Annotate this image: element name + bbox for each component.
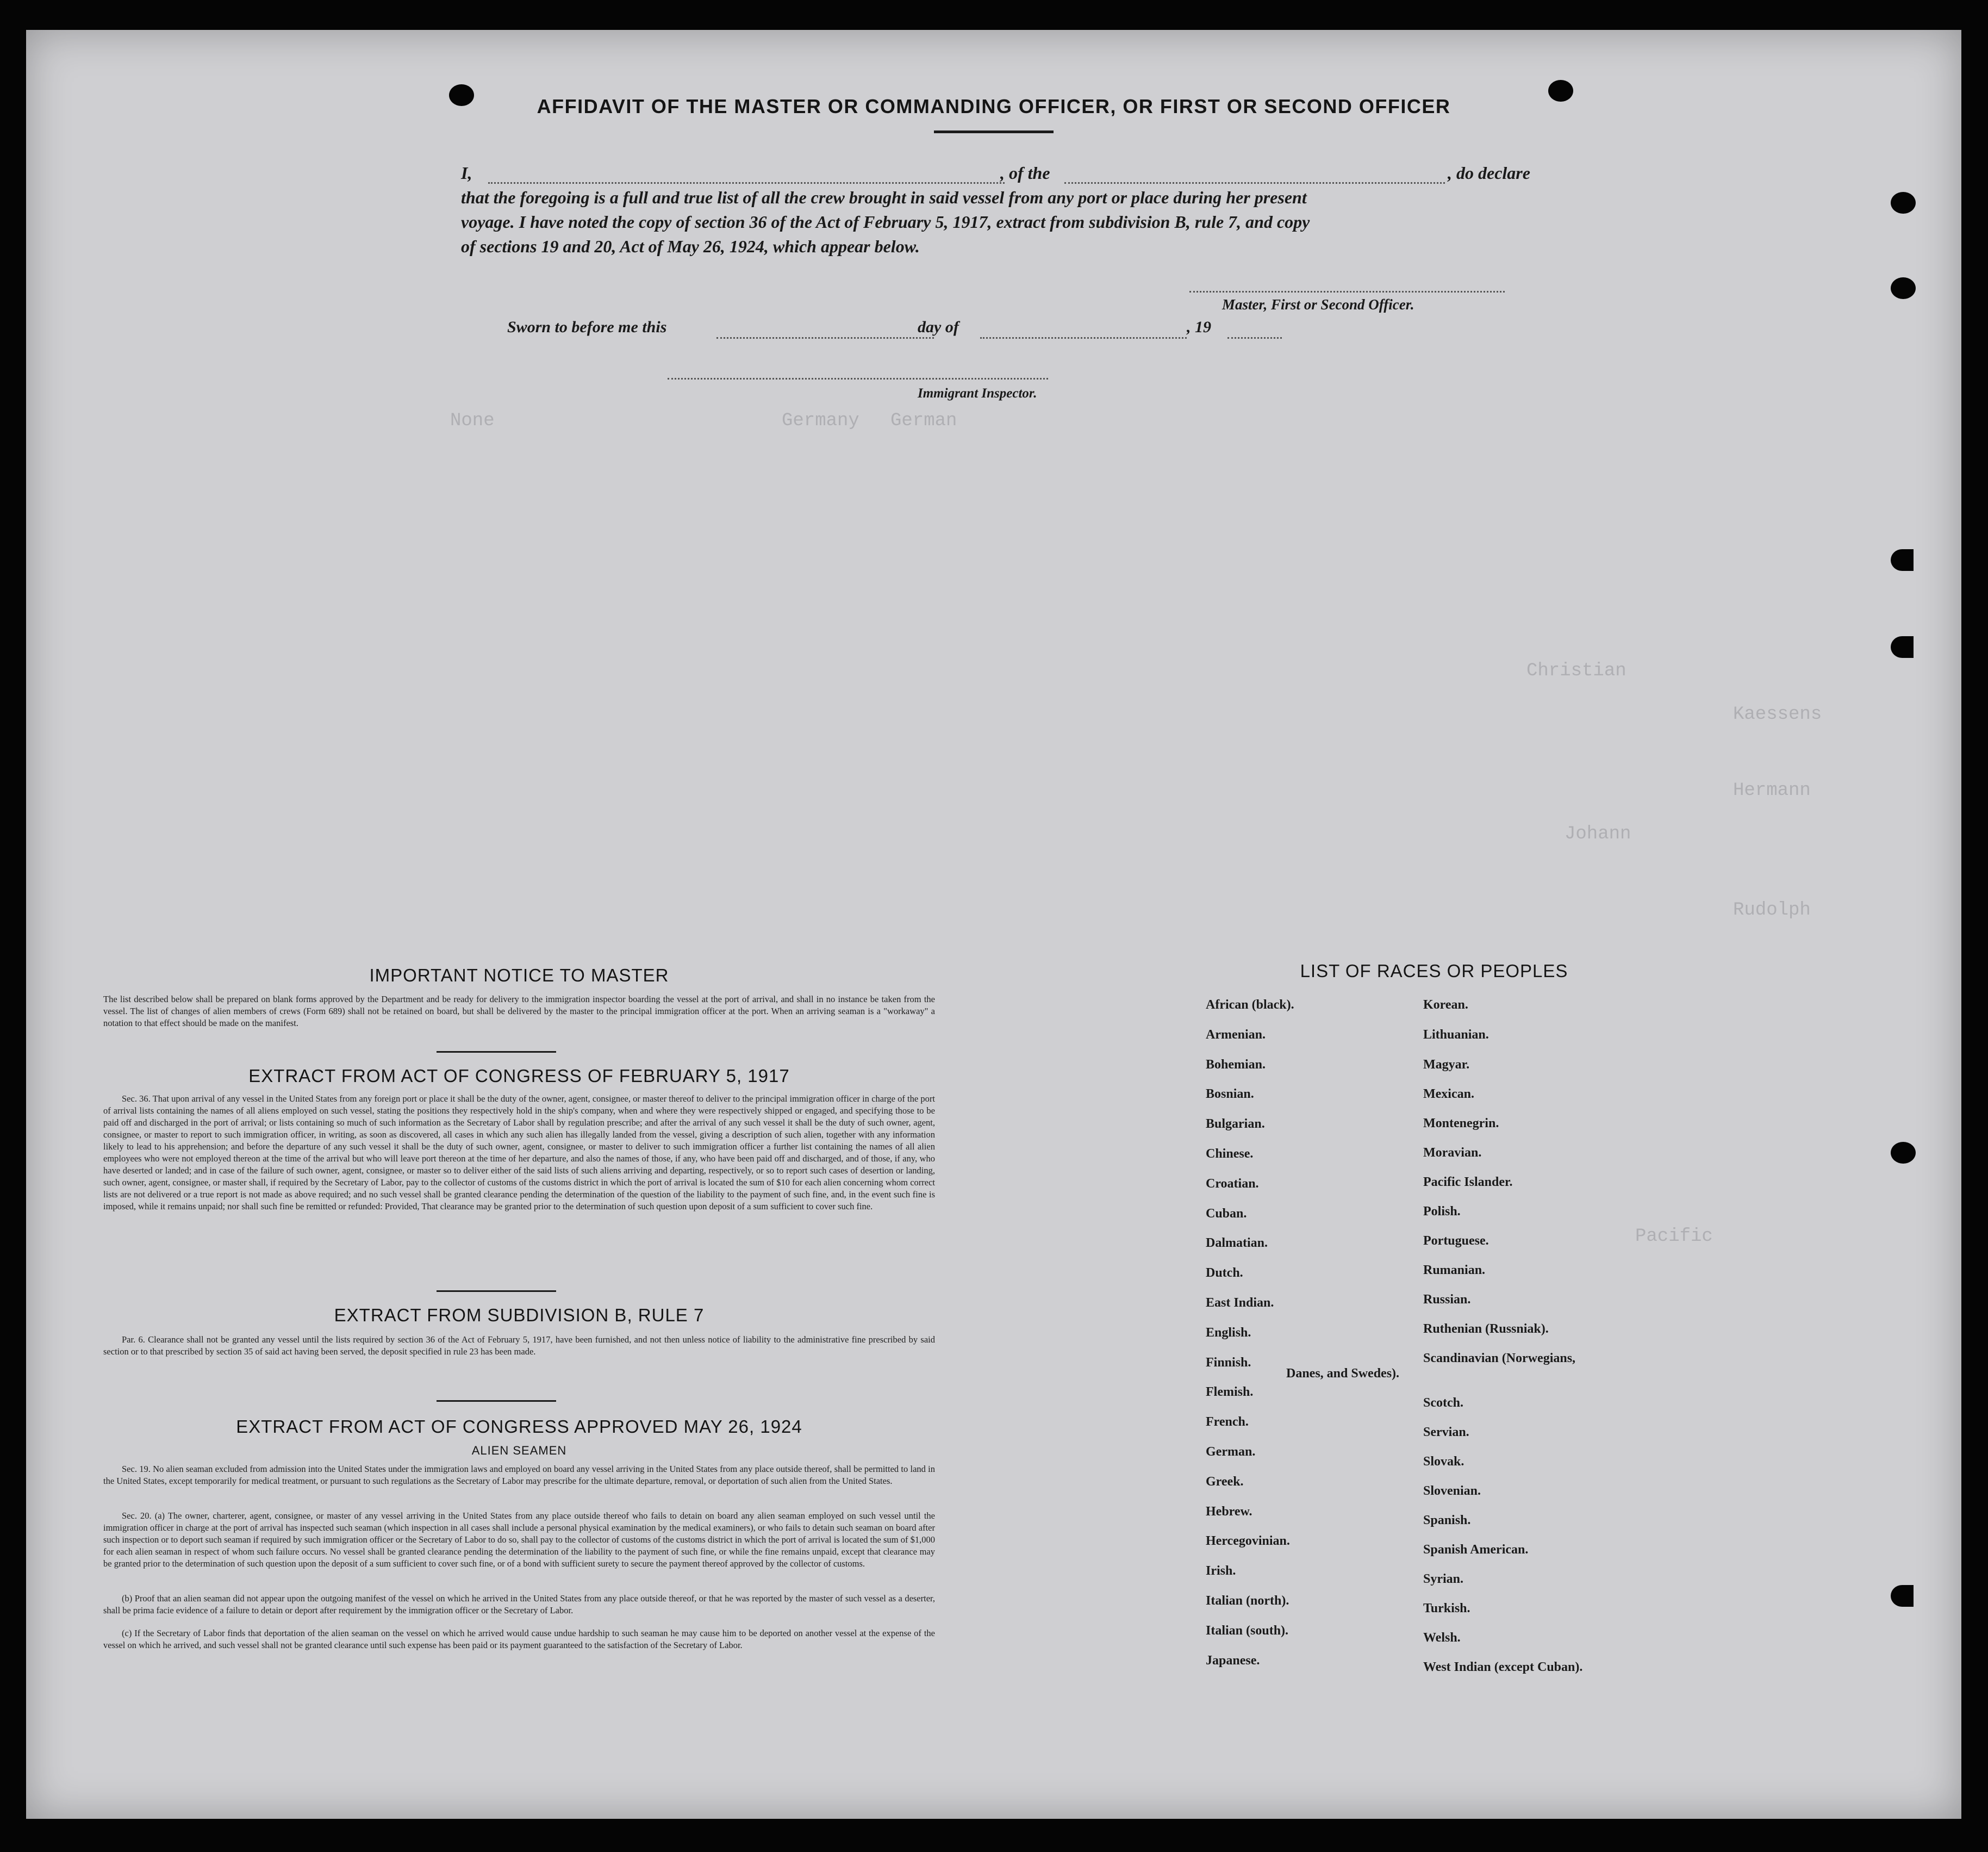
affidavit-line-4: of sections 19 and 20, Act of May 26, 1924, which appear below. [461,237,920,256]
race-item: Polish. [1423,1204,1461,1219]
rule-7-text: Par. 6. Clearance shall not be granted any vessel until the lists required by section 36 of the Act of February 5, 1917, have been furnished, and not then unless notice of liability to the administrative fine prescribed by said section or to that prescribed by section 35 of said act having been served, the deposit specified in rule 23 has been made. [103,1334,935,1357]
races-title: LIST OF RACES OR PEOPLES [1300,961,1568,981]
race-item: Spanish. [1423,1513,1471,1527]
day-of-label: day of [918,318,959,336]
race-item: Armenian. [1206,1027,1266,1042]
race-item: Dutch. [1206,1266,1243,1281]
rule-7-title: EXTRACT FROM SUBDIVISION B, RULE 7 [334,1305,705,1325]
race-item: Korean. [1423,998,1468,1012]
bleed-through-text: Rudolph [1733,900,1811,921]
race-item: Syrian. [1423,1572,1464,1586]
race-item: Dalmatian. [1206,1236,1268,1251]
race-item: Scotch. [1423,1396,1463,1410]
race-item: Ruthenian (Russniak). [1423,1322,1549,1336]
race-item: Slovenian. [1423,1484,1481,1498]
race-item: Bosnian. [1206,1087,1254,1102]
punch-hole [1891,549,1914,571]
notice-title: IMPORTANT NOTICE TO MASTER [369,965,669,985]
race-item: West Indian (except Cuban). [1423,1660,1583,1674]
bleed-through-text: Pacific [1635,1226,1713,1247]
bleed-through-text: German [890,411,957,431]
race-item: Portuguese. [1423,1234,1489,1248]
punch-hole [1891,1142,1916,1164]
race-item: Japanese. [1206,1653,1260,1668]
master-signature-line [1189,291,1505,293]
race-item: Hebrew. [1206,1504,1252,1519]
act-1917-text: Sec. 36. That upon arrival of any vessel in the United States from any foreign port or place it shall be the duty of the owner, agent, consignee, or master thereof to deliver to the principal immigration officer in charge of the port of arrival lists containing the names of all aliens employed on such vessel, stating the positions they respectively hold in the ship's company, when and where they were respectively shipped or engaged, and specifying those to be paid off and discharged in the port of arrival; or lists containing so much of such information as the Secretary of Labor shall by regulation prescribe; and after the arrival of any such vessel it shall be the duty of such owner, agent, consignee, or master to report to such immigration officer, in writing, as soon as discovered, all cases in which any such alien has illegally landed from the vessel, giving a description of such alien, together with any information likely to lead to his apprehension; and before the departure of any such vessel it shall be the duty of such owner, agent, consignee, or master to deliver to such immigration officer a further list containing the names of all alien employees who were not employed thereon at the time of the arrival but who will leave port thereon at the time of her departure, and also the names of those, if any, who have been paid off and discharged, and of those, if any, who have deserted or landed; and in case of the failure of such owner, agent, consignee, or master so to deliver either of the said lists of such aliens arriving and departing, respectively, or so to report such cases of desertion or landing, such owner, agent, consignee, or master shall, if required by the Secretary of Labor, pay to the collector of customs of the customs district in which the port of arrival is located the sum of $10 for each alien concerning whom correct lists are not delivered or a true report is not made as above required; and no such vessel shall be granted clearance pending the determination of the question of the liability to the payment of such fine, and, in the event such fine is imposed, while it remains unpaid; nor shall such fine be remitted or refunded: Provided, That clearance may be granted prior to the determination of such question upon deposit of a sum sufficient to cover such fine. [103,1093,935,1211]
race-item: Slovak. [1423,1455,1464,1469]
bleed-through-text: Christian [1526,661,1626,681]
punch-hole [1891,192,1916,214]
vessel-blank [1064,182,1445,184]
race-item: Chinese. [1206,1147,1254,1161]
race-item: French. [1206,1415,1249,1430]
section-divider [437,1400,556,1402]
act-1924-sec20b: (b) Proof that an alien seaman did not appear upon the outgoing manifest of the vessel on which he arrived in the United States from any place outside thereof, or that he was reported by the master of such vessel as a deserter, shall be prima facie evidence of a failure to detain or deport after requirement by the immigration officer or the Secretary of Labor. [103,1593,935,1615]
race-item: Magyar. [1423,1058,1470,1072]
race-item: Montenegrin. [1423,1116,1499,1130]
race-item: Scandinavian (Norwegians, [1423,1351,1576,1365]
master-label: Master, First or Second Officer. [1222,296,1414,313]
race-item: Italian (north). [1206,1594,1289,1608]
race-item: African (black). [1206,998,1294,1012]
act-1924-title: EXTRACT FROM ACT OF CONGRESS APPROVED MAY 26, 1924 [236,1416,802,1437]
sworn-month-blank [980,337,1187,339]
race-item: Flemish. [1206,1385,1254,1400]
race-item: Russian. [1423,1292,1471,1307]
year-label: , 19 [1187,318,1211,336]
affidavit-of-the: , of the [1000,163,1050,183]
bleed-through-text: Hermann [1733,780,1811,801]
affidavit-line-3: voyage. I have noted the copy of section 36 of the Act of February 5, 1917, extract from subdivision B, rule 7, and copy [461,212,1310,232]
race-item: Irish. [1206,1564,1236,1578]
race-item: Servian. [1423,1425,1469,1439]
race-item: Danes, and Swedes). [1286,1366,1400,1381]
race-item: Croatian. [1206,1176,1259,1191]
race-item: Italian (south). [1206,1623,1289,1638]
affidavit-line-i: I, [461,163,472,183]
race-item: Greek. [1206,1474,1244,1489]
punch-hole [1891,1585,1914,1607]
act-1924-sec20c: (c) If the Secretary of Labor finds that deportation of the alien seaman on the vessel on which he arrived would cause undue hardship to such seaman he may cause him to be deported on another vessel at the expense of the vessel on which he arrived, and such vessel shall not be granted clearance until such expense has been paid or its payment guaranteed to the satisfaction of the Secretary of Labor. [103,1628,935,1650]
act-1924-subtitle: ALIEN SEAMEN [471,1444,567,1457]
race-item: Cuban. [1206,1206,1247,1221]
title-underline [934,130,1054,133]
race-item: Mexican. [1423,1087,1474,1101]
sworn-year-blank [1227,337,1282,339]
sworn-day-blank [716,337,934,339]
bleed-through-text: None [450,411,495,431]
race-item: English. [1206,1325,1251,1340]
notice-text: The list described below shall be prepared on blank forms approved by the Department and be ready for delivery to the immigration inspector boarding the vessel at the port of arrival, and shall in no instance be taken from the vessel. The list of changes of alien members of crews (Form 689) shall not be retained on board, but shall be delivered by the master to the principal immigration officer at the port. When an arriving seaman is a "workaway" a notation to that effect should be made on the manifest. [103,994,935,1028]
race-item: Turkish. [1423,1601,1470,1615]
race-item: Welsh. [1423,1631,1461,1645]
act-1924-sec20a: Sec. 20. (a) The owner, charterer, agent, consignee, or master of any vessel arriving in the United States from any place outside thereof who fails to detain on board any alien seaman employed on such vessel until the immigration officer in charge at the port of arrival has inspected such seaman (which inspection in all cases shall include a personal physical examination by the medical examiners), or who fails to detain such seaman on board after such inspection or to deport such seaman if required by such immigration officer or the Secretary of Labor to do so, shall pay to the collector of customs of the customs district in which the port of arrival is located the sum of $1,000 for each alien seaman in respect of whom such failure occurs. No vessel shall be granted clearance pending the determination of the liability to the payment of such fine, or while the fine remains unpaid, except that clearance may be granted prior to the determination of such question upon the deposit of a sum sufficient to cover such fine, or of a bond with sufficient surety to secure the payment thereof approved by the collector of customs. [103,1511,935,1569]
inspector-signature-line [668,378,1048,380]
race-item: Finnish. [1206,1355,1251,1370]
act-1917-title: EXTRACT FROM ACT OF CONGRESS OF FEBRUARY 5, 1917 [248,1066,790,1086]
bleed-through-text: Germany [782,411,859,431]
race-item: Bohemian. [1206,1057,1266,1072]
bleed-through-text: Johann [1565,824,1631,844]
race-item: Bulgarian. [1206,1117,1265,1132]
punch-hole [1891,277,1916,299]
name-blank [488,182,1005,184]
race-item: Pacific Islander. [1423,1175,1513,1189]
affidavit-declare: , do declare [1448,163,1530,183]
race-item: Spanish American. [1423,1543,1529,1557]
race-item: East Indian. [1206,1296,1274,1310]
race-item: Hercegovinian. [1206,1534,1290,1549]
section-divider [437,1051,556,1053]
race-item: Moravian. [1423,1146,1482,1160]
section-divider [437,1290,556,1292]
document-sheet [26,30,1961,1819]
race-item: German. [1206,1445,1256,1459]
inspector-label: Immigrant Inspector. [918,386,1037,401]
race-item: Lithuanian. [1423,1028,1489,1042]
race-item: Rumanian. [1423,1263,1486,1277]
act-1924-sec19: Sec. 19. No alien seaman excluded from admission into the United States under the immigration laws and employed on board any vessel arriving in the United States from any place outside thereof, shall be permitted to land in the United States, except temporarily for medical treatment, or pursuant to such regulations as the Secretary of Labor may prescribe for the ultimate departure, removal, or deportation of such alien from the United States. [103,1464,935,1486]
affidavit-line-2: that the foregoing is a full and true list of all the crew brought in said vessel from any port or place during her present [461,188,1307,207]
bleed-through-text: Kaessens [1733,704,1822,725]
punch-hole [1891,636,1914,658]
affidavit-title: AFFIDAVIT OF THE MASTER OR COMMANDING OFFICER, OR FIRST OR SECOND OFFICER [537,95,1451,117]
sworn-label: Sworn to before me this [507,318,667,336]
